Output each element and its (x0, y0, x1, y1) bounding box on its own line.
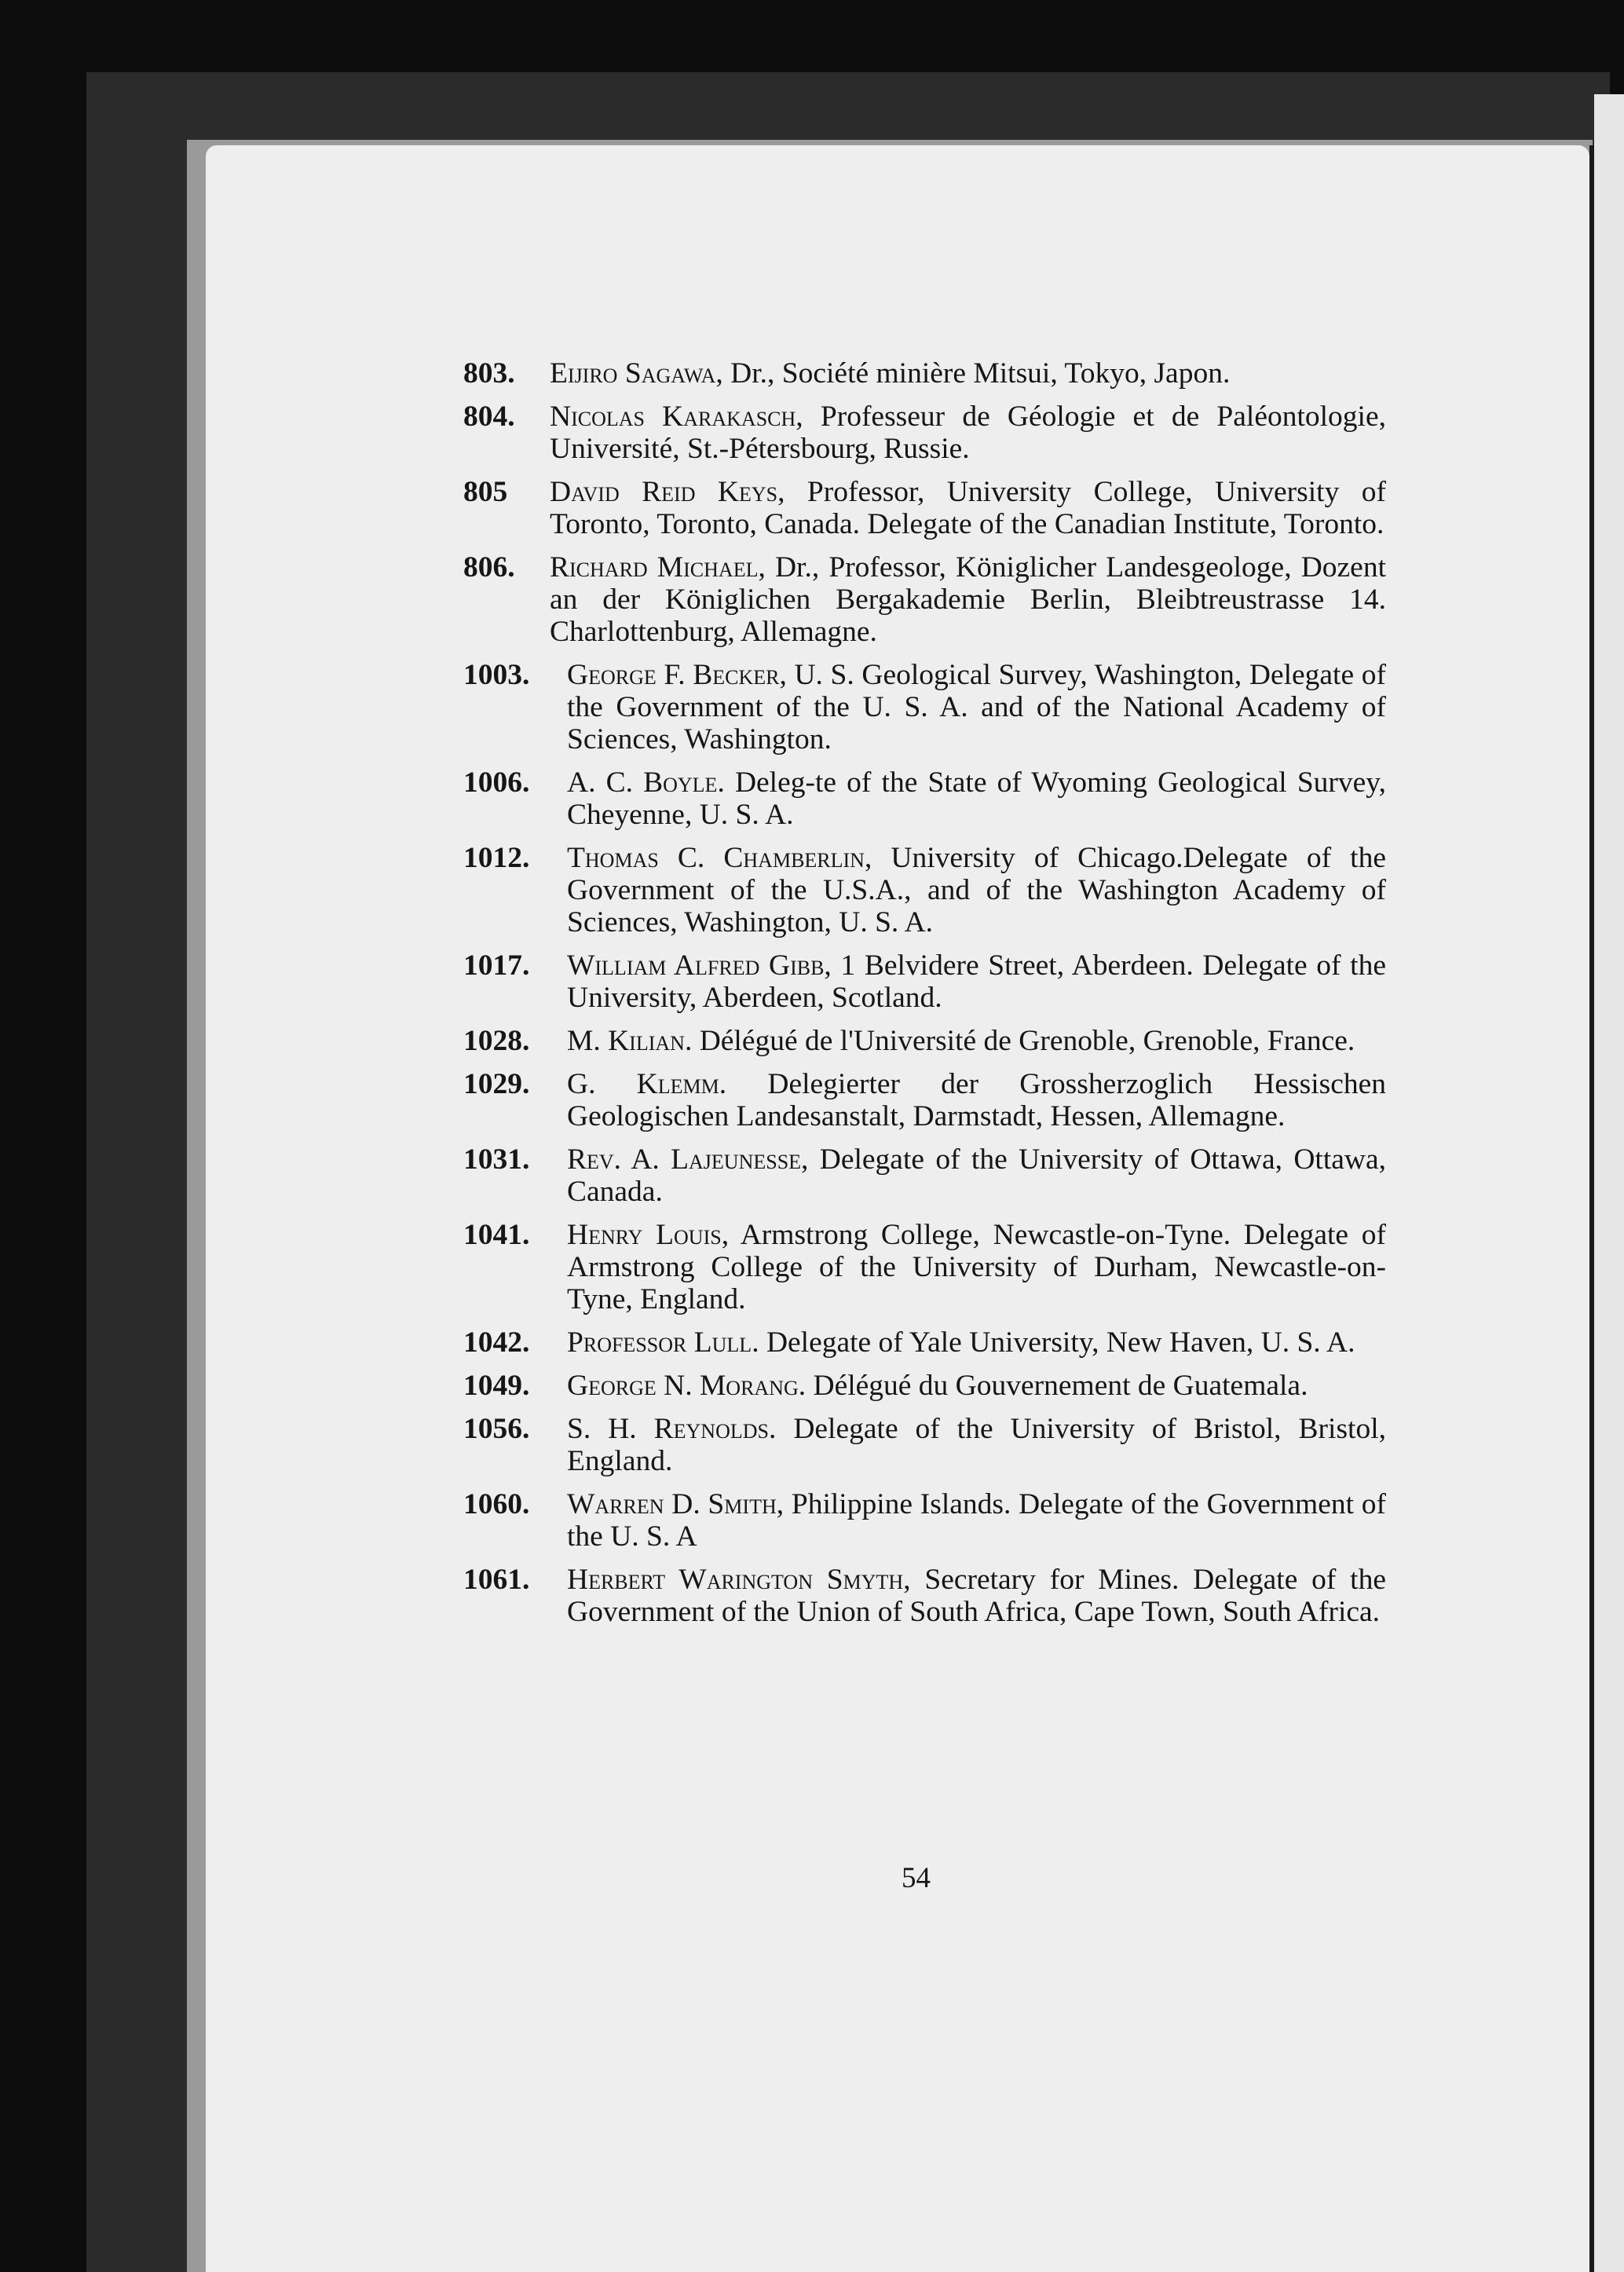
entry-text: , Armstrong College, Newcastle-on-Tyne. Delegate of Armstrong College of the University of Durham, Newcastle-on-Tyne, England. (567, 1219, 1386, 1315)
entry-number: 804. (463, 401, 515, 433)
list-entry (463, 1025, 1386, 1057)
list-entry (463, 1143, 1386, 1208)
list-entry (463, 842, 1386, 938)
entry-text: , Professeur de Géologie et de Paléontologie, Université, St.-Pétersbourg, Russie. (550, 401, 1386, 465)
entry-number: 1041. (463, 1219, 530, 1251)
list-entry (463, 949, 1386, 1014)
entry-number: 1049. (463, 1370, 530, 1402)
entry-number: 805 (463, 476, 508, 508)
entry-text: . Délégué du Gouvernement de Guatemala. (798, 1370, 1308, 1402)
entry-name: G. Klemm (567, 1068, 719, 1100)
entry-name: Thomas C. Chamberlin (567, 842, 865, 874)
list-entry (463, 401, 1386, 465)
entry-name: S. H. Reynolds (567, 1413, 769, 1445)
entry-number: 803. (463, 357, 515, 390)
entry-number: 1031. (463, 1143, 530, 1176)
entry-name: Eijiro Sagawa (550, 357, 716, 390)
entry-name: A. C. Boyle (567, 766, 718, 799)
list-entry (463, 1564, 1386, 1628)
entry-text: , Secretary for Mines. Delegate of the Government of the Union of South Africa, Cape Town, South Africa. (567, 1564, 1386, 1628)
entry-number: 1060. (463, 1488, 530, 1520)
entry-text: . Delegate of the University of Bristol, Bristol, England. (567, 1413, 1386, 1477)
entry-text: , University of Chicago.Delegate of the Government of the U.S.A., and of the Washington Academy of Sciences, Washington, U. S. A. (567, 842, 1386, 938)
entry-name: George N. Morang (567, 1370, 799, 1402)
entry-name: Richard Michael (550, 551, 759, 584)
list-entry (463, 766, 1386, 831)
entry-text: . Delegierter der Grossherzoglich Hessischen Geologischen Landesanstalt, Darmstadt, Hessen, Allemagne. (567, 1068, 1387, 1132)
entry-number: 1006. (463, 766, 530, 799)
entry-number: 806. (463, 551, 515, 584)
entry-number: 1012. (463, 842, 530, 874)
entry-name: William Alfred Gibb (567, 949, 825, 982)
list-entry (463, 1068, 1386, 1132)
list-entry (463, 1326, 1386, 1359)
list-entry (463, 1413, 1386, 1477)
entry-text: . Delegate of Yale University, New Haven, U. S. A. (752, 1326, 1355, 1359)
delegate-list (463, 357, 1386, 1639)
list-entry (463, 1219, 1386, 1315)
entry-name: M. Kilian (567, 1025, 685, 1057)
page-number: 54 (902, 1862, 931, 1894)
entry-number: 1028. (463, 1025, 530, 1057)
list-entry (463, 1488, 1386, 1553)
entry-number: 1017. (463, 949, 530, 982)
entry-name: Herbert Warington Smyth (567, 1564, 904, 1596)
list-entry (463, 551, 1386, 648)
entry-text: , Dr., Professor, Königlicher Landesgeologe, Dozent an der Königlichen Bergakademie Berlin, Bleibtreustrasse 14. Charlottenburg, Allemagne. (550, 551, 1386, 648)
entry-text: , Dr., Société minière Mitsui, Tokyo, Japon. (715, 357, 1231, 390)
list-entry (463, 357, 1386, 390)
entry-text: , Delegate of the University of Ottawa, Ottawa, Canada. (567, 1143, 1386, 1208)
entry-name: Rev. A. Lajeunesse (567, 1143, 802, 1176)
entry-name: David Reid Keys (550, 476, 778, 508)
entry-name: Professor Lull (567, 1326, 752, 1359)
entry-text: , Philippine Islands. Delegate of the Government of the U. S. A (567, 1488, 1386, 1553)
list-entry (463, 659, 1386, 756)
entry-name: Warren D. Smith (567, 1488, 777, 1520)
entry-name: Henry Louis (567, 1219, 722, 1251)
entry-text: . Délégué de l'Université de Grenoble, Grenoble, France. (684, 1025, 1355, 1057)
entry-number: 1061. (463, 1564, 530, 1596)
entry-text: . Deleg-te of the State of Wyoming Geological Survey, Cheyenne, U. S. A. (567, 766, 1386, 831)
entry-number: 1042. (463, 1326, 530, 1359)
entry-text: , U. S. Geological Survey, Washington, Delegate of the Government of the U. S. A. and of the National Academy of Sciences, Washington. (567, 659, 1386, 756)
list-entry (463, 1370, 1386, 1402)
entry-number: 1003. (463, 659, 530, 691)
entry-text: , Professor, University College, University of Toronto, Toronto, Canada. Delegate of the Canadian Institute, Toronto. (550, 476, 1386, 540)
entry-number: 1056. (463, 1413, 530, 1445)
entry-text: , 1 Belvidere Street, Aberdeen. Delegate of the University, Aberdeen, Scotland. (567, 949, 1386, 1014)
list-entry (463, 476, 1386, 540)
entry-name: George F. Becker (567, 659, 780, 691)
facing-page-edge (1594, 94, 1624, 2272)
entry-number: 1029. (463, 1068, 530, 1100)
entry-name: Nicolas Karakasch (550, 401, 796, 433)
